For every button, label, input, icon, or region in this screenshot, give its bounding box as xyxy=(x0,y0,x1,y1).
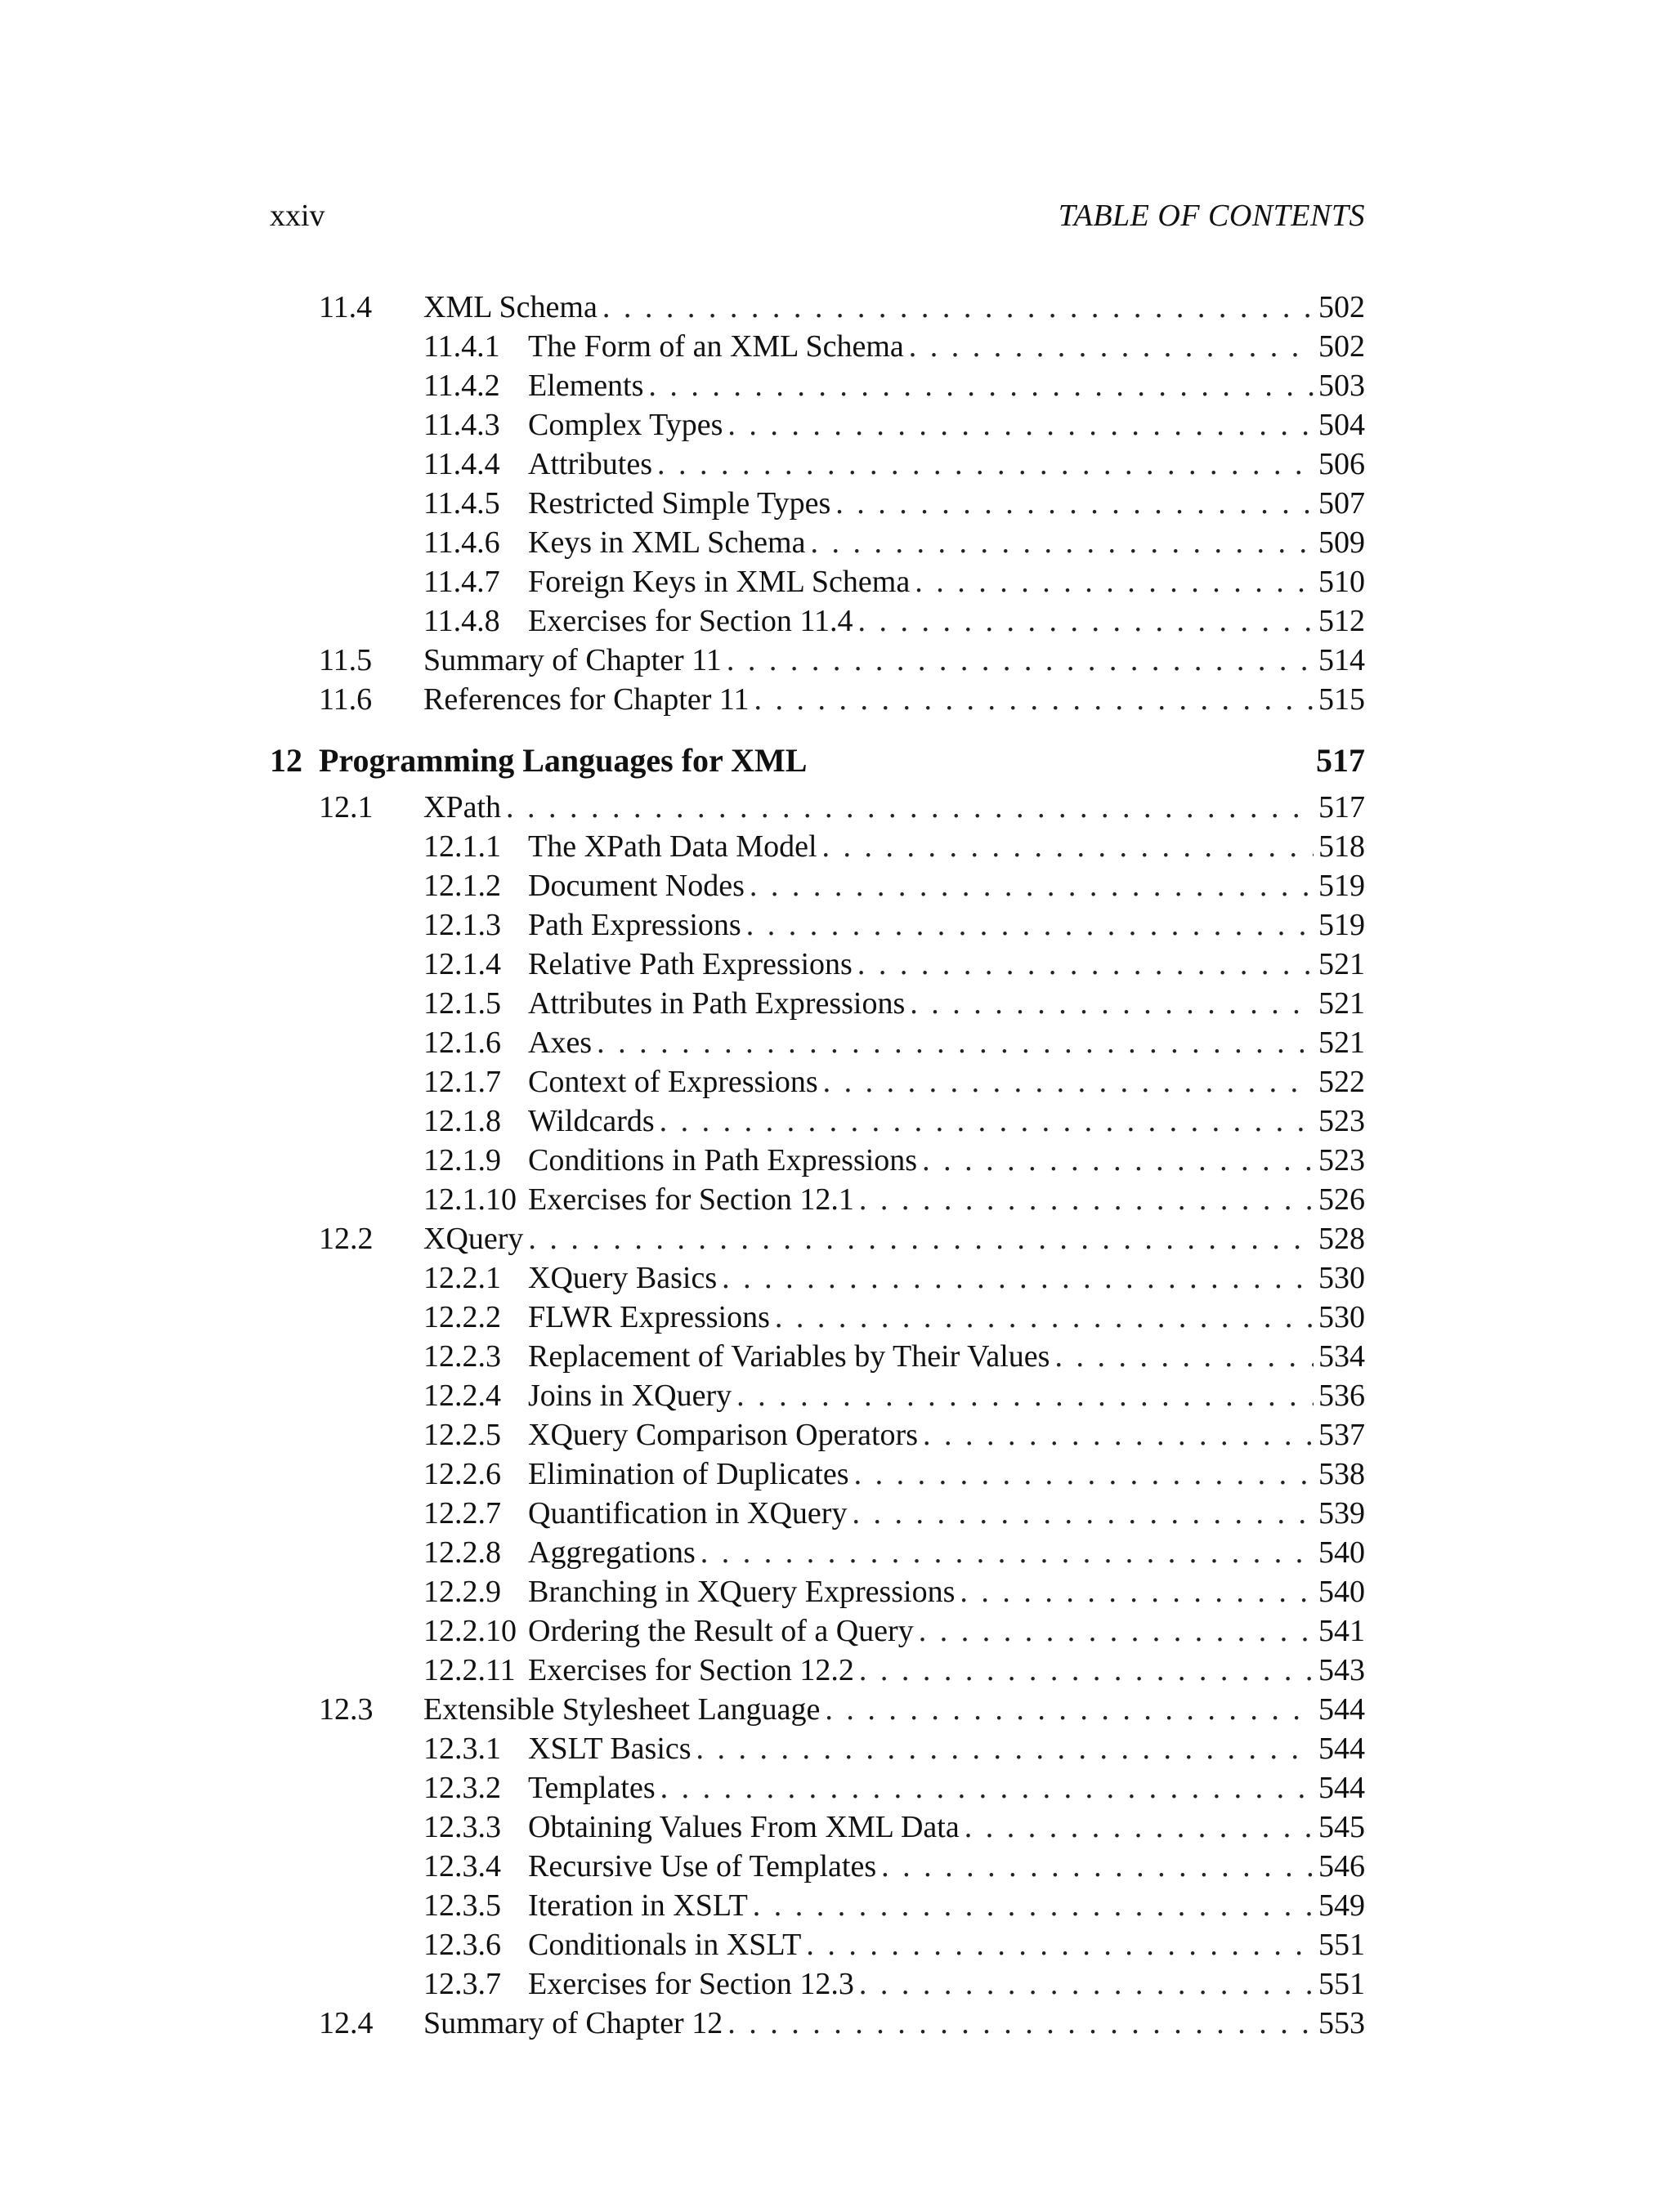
page-ref: 523 xyxy=(1318,1104,1365,1138)
dot-leader xyxy=(722,1258,1314,1298)
section-number: 11.4.4 xyxy=(423,447,500,481)
page-ref: 506 xyxy=(1318,447,1365,481)
dot-leader xyxy=(528,1219,1314,1258)
page-ref: 504 xyxy=(1318,408,1365,442)
dot-leader xyxy=(700,1533,1314,1572)
toc-entry-12-3-4 xyxy=(270,1847,1365,1886)
page-ref: 503 xyxy=(1318,369,1365,403)
section-number: 12.1.3 xyxy=(423,908,501,942)
section-number: 12.3 xyxy=(319,1692,374,1727)
section-title: Document Nodes xyxy=(528,869,745,903)
dot-leader xyxy=(910,984,1314,1023)
section-title: Exercises for Section 12.3 xyxy=(528,1967,854,2001)
section-number: 12.1.5 xyxy=(423,986,501,1021)
dot-leader xyxy=(823,1062,1314,1102)
section-number: 11.5 xyxy=(319,643,373,677)
section-number: 12.2.5 xyxy=(423,1418,501,1452)
section-number: 11.4.7 xyxy=(423,565,500,599)
section-title: Conditions in Path Expressions xyxy=(528,1143,918,1177)
dot-leader xyxy=(960,1572,1314,1611)
section-number: 12.2 xyxy=(319,1222,374,1256)
toc-entry-12-3-6 xyxy=(270,1925,1365,1964)
section-title: Foreign Keys in XML Schema xyxy=(528,565,911,599)
section-number: 12.2.1 xyxy=(423,1261,501,1295)
toc-entry-12-2-4 xyxy=(270,1376,1365,1415)
section-number: 12.2.2 xyxy=(423,1300,501,1334)
section-title: Keys in XML Schema xyxy=(528,525,806,560)
dot-leader xyxy=(660,1102,1314,1141)
dot-leader xyxy=(859,1180,1314,1219)
toc-entry-12-2-9 xyxy=(270,1572,1365,1611)
section-title: Quantification in XQuery xyxy=(528,1496,848,1531)
toc-entry-11-4-8 xyxy=(270,601,1365,641)
dot-leader xyxy=(859,1651,1314,1690)
section-title: The Form of an XML Schema xyxy=(528,329,904,364)
dot-leader xyxy=(775,1298,1314,1337)
dot-leader xyxy=(857,601,1314,641)
toc-entry-11-4-3 xyxy=(270,405,1365,445)
page-ref: 510 xyxy=(1318,565,1365,599)
page-ref: 536 xyxy=(1318,1379,1365,1413)
section-title: XQuery Basics xyxy=(528,1261,718,1295)
dot-leader xyxy=(602,288,1314,327)
dot-leader xyxy=(727,405,1314,445)
toc-entry-12-3-3 xyxy=(270,1808,1365,1847)
page-ref: 540 xyxy=(1318,1575,1365,1609)
section-number: 11.4.6 xyxy=(423,525,500,560)
section-title: Summary of Chapter 11 xyxy=(423,643,722,677)
toc-entry-12-2-5 xyxy=(270,1415,1365,1455)
dot-leader xyxy=(753,1886,1314,1925)
page-ref: 545 xyxy=(1318,1810,1365,1844)
dot-leader xyxy=(854,1455,1314,1494)
dot-leader xyxy=(919,1611,1314,1651)
section-number: 12.2.4 xyxy=(423,1379,501,1413)
section-title: XSLT Basics xyxy=(528,1732,692,1766)
section-number: 11.4 xyxy=(319,290,373,324)
section-number: 11.4.1 xyxy=(423,329,500,364)
page-ref: 518 xyxy=(1318,829,1365,864)
page-ref: 502 xyxy=(1318,290,1365,324)
dot-leader xyxy=(810,523,1314,562)
section-title: Restricted Simple Types xyxy=(528,486,831,521)
section-title: Axes xyxy=(528,1026,593,1060)
section-title: Wildcards xyxy=(528,1104,655,1138)
dot-leader xyxy=(822,827,1314,866)
section-number: 12.3.5 xyxy=(423,1888,501,1923)
section-number: 11.4.8 xyxy=(423,604,500,638)
toc-entry-12-2 xyxy=(270,1219,1365,1258)
dot-leader xyxy=(915,562,1314,601)
section-title: Iteration in XSLT xyxy=(528,1888,748,1923)
toc-entry-12-2-1 xyxy=(270,1258,1365,1298)
toc-entry-12-1-7 xyxy=(270,1062,1365,1102)
toc-entry-12-3-5 xyxy=(270,1886,1365,1925)
dot-leader xyxy=(660,1768,1314,1808)
section-number: 12.4 xyxy=(319,2006,374,2040)
section-title: The XPath Data Model xyxy=(528,829,817,864)
toc-entry-12-1 xyxy=(270,788,1365,827)
page-ref: 543 xyxy=(1318,1653,1365,1687)
page-ref: 528 xyxy=(1318,1222,1365,1256)
section-title: Ordering the Result of a Query xyxy=(528,1614,914,1648)
dot-leader xyxy=(506,788,1314,827)
running-head: TABLE OF CONTENTS xyxy=(1058,199,1365,233)
section-number: 12.3.6 xyxy=(423,1928,501,1962)
dot-leader xyxy=(923,1415,1314,1455)
page-ref: 546 xyxy=(1318,1849,1365,1884)
section-title: Templates xyxy=(528,1771,656,1805)
section-number: 12.1.1 xyxy=(423,829,501,864)
toc-entry-12-1-2 xyxy=(270,866,1365,905)
toc-entry-12-1-8 xyxy=(270,1102,1365,1141)
section-number: 11.4.5 xyxy=(423,486,500,521)
toc-entry-12-1-1 xyxy=(270,827,1365,866)
page-ref: 514 xyxy=(1318,643,1365,677)
section-title: Attributes xyxy=(528,447,652,481)
dot-leader xyxy=(825,1690,1314,1729)
dot-leader xyxy=(859,1964,1314,2004)
toc-entry-11-4-5 xyxy=(270,484,1365,523)
dot-leader xyxy=(852,1494,1314,1533)
section-title: Replacement of Variables by Their Values xyxy=(528,1339,1050,1374)
section-number: 11.4.2 xyxy=(423,369,500,403)
section-number: 12.3.3 xyxy=(423,1810,501,1844)
section-number: 12.2.3 xyxy=(423,1339,501,1374)
toc-entry-12-2-11 xyxy=(270,1651,1365,1690)
section-title: FLWR Expressions xyxy=(528,1300,770,1334)
page-ref: 515 xyxy=(1318,682,1365,717)
page-ref: 502 xyxy=(1318,329,1365,364)
section-title: XML Schema xyxy=(423,290,598,324)
dot-leader xyxy=(736,1376,1314,1415)
section-title: Summary of Chapter 12 xyxy=(423,2006,723,2040)
dot-leader xyxy=(835,484,1314,523)
dot-leader xyxy=(657,445,1314,484)
page-ref: 521 xyxy=(1318,947,1365,981)
section-title: XPath xyxy=(423,790,501,824)
section-title: Exercises for Section 11.4 xyxy=(528,604,853,638)
section-number: 12.2.10 xyxy=(423,1614,517,1648)
section-number: 12.2.9 xyxy=(423,1575,501,1609)
page-ref: 534 xyxy=(1318,1339,1365,1374)
toc-chapter-12 xyxy=(270,734,1365,788)
toc-entry-12-4 xyxy=(270,2004,1365,2043)
toc-entry-12-1-10 xyxy=(270,1180,1365,1219)
page-ref: 523 xyxy=(1318,1143,1365,1177)
page-ref: 519 xyxy=(1318,869,1365,903)
dot-leader xyxy=(754,680,1314,719)
dot-leader xyxy=(648,366,1314,405)
toc-entry-12-1-6 xyxy=(270,1023,1365,1062)
page-ref: 551 xyxy=(1318,1967,1365,2001)
chapter-title: Programming Languages for XML xyxy=(319,742,808,779)
section-number: 12.3.1 xyxy=(423,1732,501,1766)
page-header xyxy=(270,198,1365,239)
toc-entry-12-1-9 xyxy=(270,1141,1365,1180)
section-number: 12.1.6 xyxy=(423,1026,501,1060)
section-number: 12.2.7 xyxy=(423,1496,501,1531)
section-title: Extensible Stylesheet Language xyxy=(423,1692,821,1727)
page-ref: 530 xyxy=(1318,1261,1365,1295)
page-ref: 517 xyxy=(1316,742,1365,779)
dot-leader xyxy=(750,866,1314,905)
section-title: Recursive Use of Templates xyxy=(528,1849,877,1884)
page-ref: 530 xyxy=(1318,1300,1365,1334)
section-number: 12.1.2 xyxy=(423,869,501,903)
section-number: 12.1.10 xyxy=(423,1182,517,1217)
toc-entry-12-1-5 xyxy=(270,984,1365,1023)
page-ref: 538 xyxy=(1318,1457,1365,1491)
section-title: Elements xyxy=(528,369,644,403)
page-ref: 509 xyxy=(1318,525,1365,560)
section-title: Path Expressions xyxy=(528,908,741,942)
dot-leader xyxy=(727,2004,1314,2043)
section-number: 12.3.2 xyxy=(423,1771,501,1805)
dot-leader xyxy=(806,1925,1314,1964)
page-ref: 512 xyxy=(1318,604,1365,638)
dot-leader xyxy=(922,1141,1314,1180)
section-number: 12.1.7 xyxy=(423,1065,501,1099)
page-ref: 519 xyxy=(1318,908,1365,942)
page-ref: 507 xyxy=(1318,486,1365,521)
page-ref: 549 xyxy=(1318,1888,1365,1923)
dot-leader xyxy=(857,945,1314,984)
toc-entry-12-1-3 xyxy=(270,905,1365,945)
dot-leader xyxy=(909,327,1314,366)
section-number: 12.1.8 xyxy=(423,1104,501,1138)
section-title: Exercises for Section 12.1 xyxy=(528,1182,854,1217)
toc-entry-12-3-2 xyxy=(270,1768,1365,1808)
toc-entry-12-2-10 xyxy=(270,1611,1365,1651)
page-ref: 551 xyxy=(1318,1928,1365,1962)
section-number: 12.1.9 xyxy=(423,1143,501,1177)
page-ref: 526 xyxy=(1318,1182,1365,1217)
chapter-number: 12 xyxy=(270,742,302,779)
table-of-contents xyxy=(270,288,1365,2043)
section-title: Branching in XQuery Expressions xyxy=(528,1575,956,1609)
dot-leader xyxy=(696,1729,1314,1768)
toc-entry-11-4-4 xyxy=(270,445,1365,484)
dot-leader xyxy=(1054,1337,1314,1376)
section-title: Relative Path Expressions xyxy=(528,947,853,981)
section-number: 12.3.7 xyxy=(423,1967,501,2001)
section-title: Elimination of Duplicates xyxy=(528,1457,849,1491)
toc-entry-12-3-7 xyxy=(270,1964,1365,2004)
page-ref: 521 xyxy=(1318,1026,1365,1060)
toc-entry-12-2-8 xyxy=(270,1533,1365,1572)
section-number: 12.2.8 xyxy=(423,1535,501,1570)
page-ref: 544 xyxy=(1318,1732,1365,1766)
page-ref: 517 xyxy=(1318,790,1365,824)
section-title: Attributes in Path Expressions xyxy=(528,986,906,1021)
section-number: 12.2.6 xyxy=(423,1457,501,1491)
toc-entry-11-6 xyxy=(270,680,1365,719)
dot-leader xyxy=(727,641,1314,680)
toc-entry-11-4-2 xyxy=(270,366,1365,405)
toc-entry-12-3-1 xyxy=(270,1729,1365,1768)
page-ref: 544 xyxy=(1318,1771,1365,1805)
toc-entry-12-2-2 xyxy=(270,1298,1365,1337)
page-number: xxiv xyxy=(270,199,325,233)
section-title: XQuery Comparison Operators xyxy=(528,1418,919,1452)
toc-entry-12-2-6 xyxy=(270,1455,1365,1494)
toc-entry-12-1-4 xyxy=(270,945,1365,984)
page-ref: 539 xyxy=(1318,1496,1365,1531)
page-ref: 544 xyxy=(1318,1692,1365,1727)
toc-entry-11-4 xyxy=(270,288,1365,327)
section-number: 12.1 xyxy=(319,790,374,824)
section-title: Complex Types xyxy=(528,408,723,442)
section-title: Obtaining Values From XML Data xyxy=(528,1810,960,1844)
dot-leader xyxy=(746,905,1314,945)
toc-entry-12-2-7 xyxy=(270,1494,1365,1533)
toc-entry-12-2-3 xyxy=(270,1337,1365,1376)
section-number: 11.6 xyxy=(319,682,373,717)
page-ref: 521 xyxy=(1318,986,1365,1021)
toc-entry-11-4-7 xyxy=(270,562,1365,601)
toc-entry-12-3 xyxy=(270,1690,1365,1729)
section-title: Context of Expressions xyxy=(528,1065,818,1099)
section-number: 12.3.4 xyxy=(423,1849,501,1884)
section-number: 12.2.11 xyxy=(423,1653,516,1687)
section-title: Exercises for Section 12.2 xyxy=(528,1653,854,1687)
page-ref: 522 xyxy=(1318,1065,1365,1099)
toc-entry-11-4-6 xyxy=(270,523,1365,562)
section-number: 11.4.3 xyxy=(423,408,500,442)
section-title: XQuery xyxy=(423,1222,524,1256)
dot-leader xyxy=(881,1847,1314,1886)
dot-leader xyxy=(597,1023,1314,1062)
page-ref: 540 xyxy=(1318,1535,1365,1570)
page-ref: 553 xyxy=(1318,2006,1365,2040)
dot-leader xyxy=(965,1808,1314,1847)
section-title: References for Chapter 11 xyxy=(423,682,750,717)
page-ref: 541 xyxy=(1318,1614,1365,1648)
toc-entry-11-5 xyxy=(270,641,1365,680)
toc-entry-11-4-1 xyxy=(270,327,1365,366)
page-ref: 537 xyxy=(1318,1418,1365,1452)
section-title: Conditionals in XSLT xyxy=(528,1928,802,1962)
section-title: Aggregations xyxy=(528,1535,696,1570)
section-title: Joins in XQuery xyxy=(528,1379,732,1413)
section-number: 12.1.4 xyxy=(423,947,501,981)
